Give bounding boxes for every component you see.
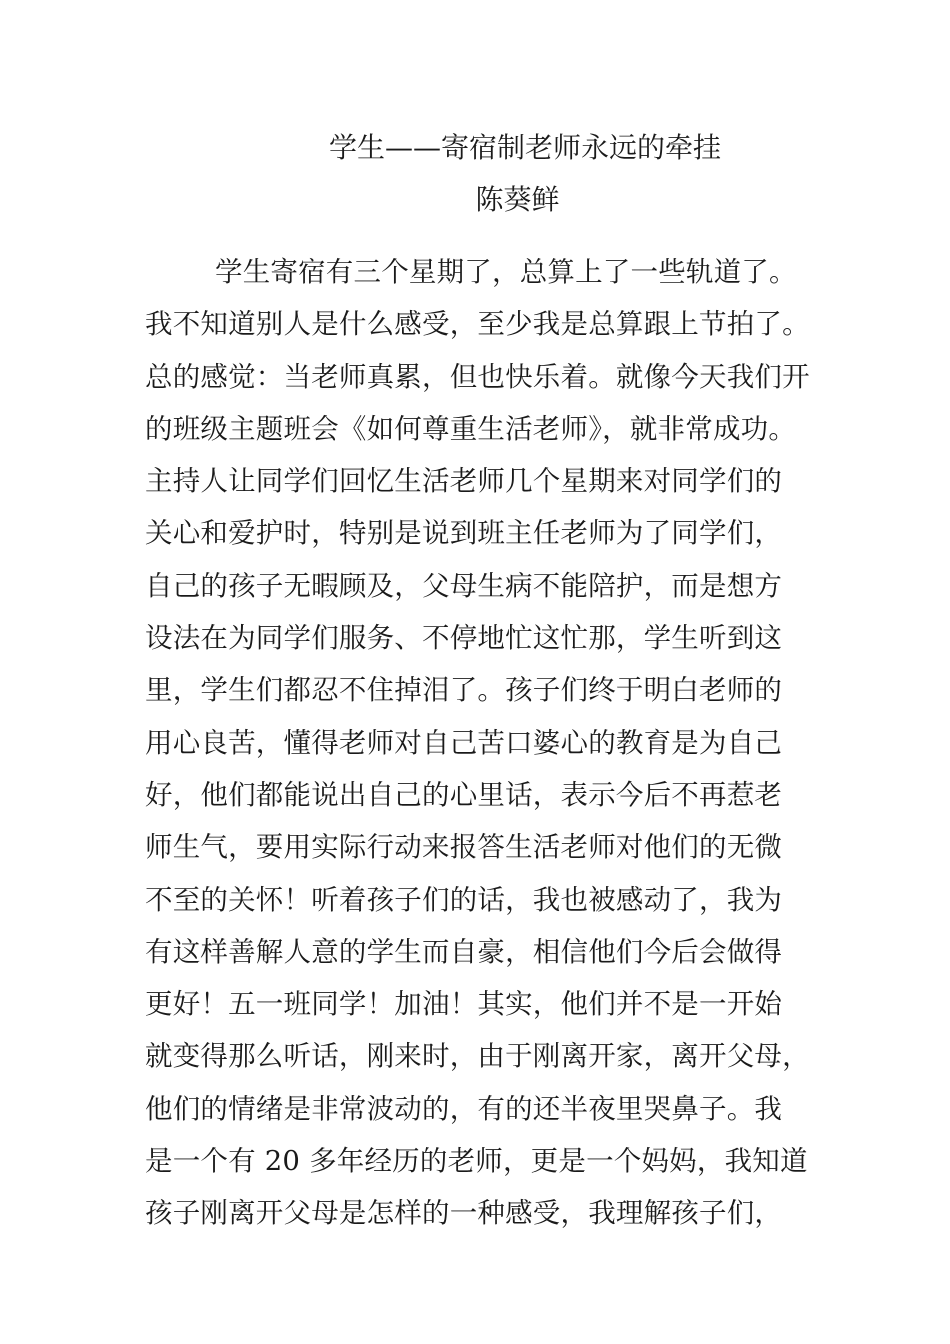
body-line: 他们的情绪是非常波动的，有的还半夜里哭鼻子。我 <box>145 1092 783 1125</box>
body-line: 主持人让同学们回忆生活老师几个星期来对同学们的 <box>145 465 783 498</box>
document-author: 陈葵鲜 <box>475 183 560 216</box>
body-line: 设法在为同学们服务、不停地忙这忙那，学生听到这 <box>145 622 783 655</box>
body-line: 我不知道别人是什么感受，至少我是总算跟上节拍了。 <box>145 308 810 341</box>
body-line: 就变得那么听话，刚来时，由于刚离开家，离开父母， <box>145 1040 810 1073</box>
body-line: 里，学生们都忍不住掉泪了。孩子们终于明白老师的 <box>145 674 783 707</box>
body-line: 自己的孩子无暇顾及，父母生病不能陪护，而是想方 <box>145 569 783 602</box>
body-line: 的班级主题班会《如何尊重生活老师》，就非常成功。 <box>145 412 797 445</box>
body-line: 学生寄宿有三个星期了，总算上了一些轨道了。 <box>215 256 797 288</box>
document-body <box>145 246 825 1240</box>
body-line: 师生气，要用实际行动来报答生活老师对他们的无微 <box>145 831 783 864</box>
body-line: 总的感觉：当老师真累，但也快乐着。就像今天我们开 <box>145 360 810 393</box>
body-line: 不至的关怀！听着孩子们的话，我也被感动了，我为 <box>145 883 783 916</box>
body-line: 孩子刚离开父母是怎样的一种感受，我理解孩子们， <box>145 1197 783 1230</box>
body-line: 有这样善解人意的学生而自豪，相信他们今后会做得 <box>145 935 783 968</box>
body-line: 好，他们都能说出自己的心里话，表示今后不再惹老 <box>145 778 783 811</box>
document-title: 学生——寄宿制老师永远的牵挂 <box>328 131 721 164</box>
body-line: 用心良苦，懂得老师对自己苦口婆心的教育是为自己 <box>145 726 783 759</box>
body-line: 更好！五一班同学！加油！其实，他们并不是一开始 <box>145 988 783 1021</box>
body-line: 关心和爱护时，特别是说到班主任老师为了同学们， <box>145 517 783 550</box>
body-line: 是一个有 20 多年经历的老师，更是一个妈妈，我知道 <box>145 1145 808 1178</box>
